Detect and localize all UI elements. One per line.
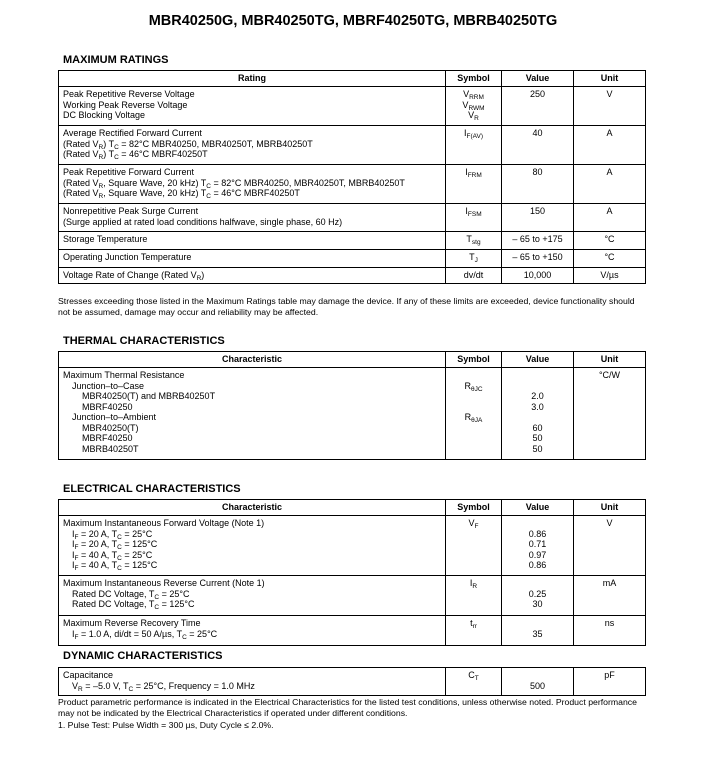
- subscript: C: [117, 554, 122, 562]
- symbol-text: V: [462, 99, 469, 110]
- condition-text: I: [72, 528, 75, 539]
- rating-text: Working Peak Reverse Voltage: [63, 99, 188, 110]
- header-unit: Unit: [574, 500, 646, 516]
- characteristic-cell: [59, 368, 446, 460]
- header-symbol: Symbol: [446, 71, 502, 87]
- subscript: F: [74, 533, 79, 541]
- condition-text: = 1.0 A, di/dt = 50 A/µs, T: [78, 628, 183, 639]
- condition-text: = 25°C: [186, 628, 218, 639]
- symbol-text: V: [468, 110, 475, 120]
- header-value: Value: [502, 71, 574, 87]
- unit-cell: pF: [574, 668, 646, 696]
- subscript: R: [98, 182, 104, 190]
- subscript: C: [206, 193, 211, 200]
- performance-note: Product parametric performance is indicated in the Electrical Characteristics for the listed test conditions, unless otherwise noted. Product performance may not be indicated by the Electrical Characteristics if operated under different conditions.: [58, 697, 637, 718]
- condition-text: = 40 A, T: [78, 560, 118, 570]
- table-row: [59, 250, 646, 268]
- max-ratings-heading: MAXIMUM RATINGS: [63, 54, 169, 66]
- condition-text: = 25°C: [121, 549, 153, 560]
- characteristic-text: Maximum Instantaneous Reverse Current (Note 1): [63, 578, 265, 588]
- electrical-heading: ELECTRICAL CHARACTERISTICS: [63, 483, 241, 495]
- rating-text: Voltage Rate of Change (Rated V: [63, 270, 197, 280]
- value-text: 50: [532, 443, 543, 454]
- symbol-subscript: R: [474, 115, 479, 122]
- value-cell: 250: [502, 87, 574, 126]
- table-header-row: [59, 352, 646, 368]
- characteristic-text: Junction–to–Ambient: [72, 412, 157, 422]
- condition-text: = 125°C: [121, 560, 158, 570]
- rating-cell: [59, 268, 446, 284]
- condition-text: = 125°C: [159, 599, 195, 609]
- symbol-text: C: [468, 670, 475, 680]
- subscript: C: [206, 182, 211, 190]
- characteristic-text: MBRB40250T: [82, 443, 139, 454]
- unit-cell: ns: [574, 616, 646, 646]
- symbol-subscript: F: [474, 523, 479, 530]
- condition-text: = 20 A, T: [78, 528, 118, 539]
- symbol-text: R: [464, 412, 472, 422]
- unit-cell: V/µs: [574, 268, 646, 284]
- symbol-subscript: T: [474, 675, 479, 682]
- value-text: 50: [532, 433, 543, 443]
- condition-text: I: [72, 549, 75, 560]
- subscript: C: [117, 544, 122, 551]
- symbol-cell: [446, 516, 502, 576]
- subscript: R: [98, 154, 104, 161]
- symbol-subscript: R: [472, 583, 478, 590]
- subscript: R: [98, 143, 104, 151]
- symbol-cell: [446, 204, 502, 232]
- characteristic-text: Junction–to–Case: [72, 380, 145, 391]
- rating-text: (Rated V: [63, 138, 99, 149]
- subscript: C: [117, 565, 122, 572]
- header-value: Value: [502, 500, 574, 516]
- rating-text: (Surge applied at rated load conditions halfwave, single phase, 60 Hz): [63, 216, 343, 227]
- symbol-text: R: [464, 380, 471, 391]
- rating-cell: [59, 232, 446, 250]
- rating-text: = 82°C MBR40250, MBR40250T, MBRB40250T: [118, 138, 313, 149]
- subscript: C: [182, 633, 187, 641]
- value-cell: – 65 to +175: [502, 232, 574, 250]
- header-symbol: Symbol: [446, 500, 502, 516]
- dynamic-table: [58, 667, 646, 696]
- table-row: [59, 616, 646, 646]
- characteristic-text: MBR40250(T) and MBRB40250T: [82, 391, 216, 401]
- condition-text: = 125°C: [121, 539, 158, 549]
- rating-text: = 46°C MBRF40250T: [118, 149, 208, 159]
- symbol-subscript: stg: [471, 239, 481, 246]
- symbol-subscript: J: [474, 257, 478, 264]
- table-row: [59, 87, 646, 126]
- condition-text: V: [72, 680, 79, 691]
- symbol-cell: [446, 165, 502, 204]
- value-cell: 40: [502, 126, 574, 165]
- rating-text: Operating Junction Temperature: [63, 252, 192, 262]
- table-row: [59, 668, 646, 696]
- header-characteristic: Characteristic: [59, 500, 446, 516]
- unit-cell: mA: [574, 576, 646, 616]
- characteristic-text: Maximum Reverse Recovery Time: [63, 618, 201, 628]
- unit-cell: °C: [574, 250, 646, 268]
- symbol-subscript: θJA: [471, 417, 483, 424]
- subscript: R: [98, 193, 104, 200]
- header-characteristic: Characteristic: [59, 352, 446, 368]
- value-cell: [502, 576, 574, 616]
- condition-text: = 25°C, Frequency = 1.0 MHz: [133, 680, 255, 691]
- unit-cell: A: [574, 204, 646, 232]
- unit-cell: V: [574, 516, 646, 576]
- condition-text: = 20 A, T: [78, 539, 118, 549]
- value-cell: [502, 368, 574, 460]
- rating-text: , Square Wave, 20 kHz) T: [103, 177, 207, 188]
- symbol-cell: [446, 368, 502, 460]
- unit-cell: °C/W: [574, 368, 646, 460]
- value-text: 0.71: [528, 539, 547, 549]
- table-row: [59, 516, 646, 576]
- electrical-table: [58, 499, 646, 646]
- rating-text: Peak Repetitive Forward Current: [63, 167, 195, 177]
- value-text: 0.86: [528, 528, 547, 539]
- dynamic-heading: DYNAMIC CHARACTERISTICS: [63, 650, 223, 662]
- table-row: [59, 576, 646, 616]
- rating-cell: [59, 165, 446, 204]
- symbol-text: T: [469, 252, 475, 262]
- value-text: 500: [529, 680, 546, 691]
- symbol-text: I: [469, 578, 473, 588]
- condition-text: I: [72, 560, 75, 570]
- subscript: F: [74, 565, 79, 572]
- characteristic-text: MBRF40250: [82, 433, 133, 443]
- rating-text: = 46°C MBRF40250T: [210, 188, 300, 198]
- symbol-subscript: FSM: [467, 211, 482, 218]
- document-title: MBR40250G, MBR40250TG, MBRF40250TG, MBRB40250TG: [148, 13, 558, 29]
- table-row: [59, 204, 646, 232]
- rating-text: (Rated V: [63, 177, 99, 188]
- rating-text: Peak Repetitive Reverse Voltage: [63, 89, 195, 99]
- symbol-subscript: F(AV): [466, 133, 483, 140]
- rating-cell: [59, 126, 446, 165]
- table-header-row: [59, 500, 646, 516]
- rating-text: , Square Wave, 20 kHz) T: [103, 188, 207, 198]
- value-cell: 150: [502, 204, 574, 232]
- symbol-cell: [446, 232, 502, 250]
- symbol-text: I: [465, 206, 468, 216]
- condition-text: I: [72, 539, 75, 549]
- symbol-text: I: [465, 167, 468, 177]
- condition-text: = 25°C: [121, 528, 153, 539]
- characteristic-cell: [59, 616, 446, 646]
- rating-text: = 82°C MBR40250, MBR40250T, MBRB40250T: [210, 177, 405, 188]
- subscript: F: [74, 544, 79, 551]
- value-cell: [502, 516, 574, 576]
- table-row: [59, 126, 646, 165]
- unit-cell: V: [574, 87, 646, 126]
- value-cell: 80: [502, 165, 574, 204]
- value-cell: [502, 668, 574, 696]
- characteristic-text: MBR40250(T): [82, 422, 139, 433]
- characteristic-cell: [59, 576, 446, 616]
- symbol-cell: [446, 87, 502, 126]
- rating-cell: [59, 204, 446, 232]
- table-row: [59, 268, 646, 284]
- value-text: 60: [532, 422, 543, 433]
- rating-cell: [59, 87, 446, 126]
- condition-text: = –5.0 V, T: [82, 680, 129, 691]
- symbol-subscript: rr: [472, 623, 477, 630]
- subscript: F: [74, 633, 79, 641]
- symbol-subscript: RRM: [469, 94, 484, 101]
- symbol-cell: [446, 668, 502, 696]
- subscript: C: [114, 154, 119, 161]
- condition-text: Rated DC Voltage, T: [72, 599, 155, 609]
- subscript: C: [154, 604, 160, 611]
- table-row: [59, 165, 646, 204]
- thermal-table: [58, 351, 646, 460]
- header-symbol: Symbol: [446, 352, 502, 368]
- condition-text: = 40 A, T: [78, 549, 118, 560]
- symbol-subscript: RWM: [468, 104, 485, 112]
- value-text: 2.0: [531, 391, 544, 401]
- rating-text: ) T: [103, 149, 115, 159]
- condition-text: = 25°C: [159, 588, 190, 599]
- symbol-cell: [446, 616, 502, 646]
- symbol-cell: [446, 250, 502, 268]
- header-value: Value: [502, 352, 574, 368]
- rating-text: (Rated V: [63, 149, 99, 159]
- value-cell: 10,000: [502, 268, 574, 284]
- rating-text: ) T: [103, 138, 115, 149]
- stress-note: Stresses exceeding those listed in the Maximum Ratings table may damage the device. If any of these limits are exceeded, device functionality should not be assumed, damage may occur and reliability may be affected.: [58, 296, 635, 317]
- symbol-text: V: [463, 89, 470, 99]
- rating-text: ): [201, 270, 205, 280]
- symbol-text: t: [470, 618, 473, 628]
- characteristic-text: Maximum Instantaneous Forward Voltage (Note 1): [63, 518, 265, 528]
- rating-text: Nonrepetitive Peak Surge Current: [63, 206, 199, 216]
- header-unit: Unit: [574, 71, 646, 87]
- value-text: 35: [532, 628, 543, 639]
- condition-text: Rated DC Voltage, T: [72, 588, 155, 599]
- rating-text: Average Rectified Forward Current: [63, 128, 202, 138]
- symbol-subscript: FRM: [467, 172, 482, 179]
- symbol-cell: [446, 126, 502, 165]
- value-cell: – 65 to +150: [502, 250, 574, 268]
- header-unit: Unit: [574, 352, 646, 368]
- table-header-row: [59, 71, 646, 87]
- symbol-cell: [446, 576, 502, 616]
- value-text: 0.25: [528, 588, 547, 599]
- subscript: C: [128, 685, 134, 693]
- symbol-text: T: [466, 234, 472, 244]
- table-row: [59, 232, 646, 250]
- rating-text: DC Blocking Voltage: [63, 110, 146, 120]
- unit-cell: A: [574, 165, 646, 204]
- unit-cell: °C: [574, 232, 646, 250]
- rating-cell: [59, 250, 446, 268]
- subscript: F: [74, 554, 79, 562]
- characteristic-text: Maximum Thermal Resistance: [63, 370, 185, 380]
- symbol-text: I: [463, 128, 467, 138]
- symbol-subscript: θJC: [470, 385, 483, 393]
- characteristic-text: MBRF40250: [82, 401, 133, 412]
- symbol-text: V: [468, 518, 475, 528]
- subscript: C: [154, 593, 160, 601]
- subscript: R: [196, 275, 202, 282]
- value-cell: [502, 616, 574, 646]
- unit-cell: A: [574, 126, 646, 165]
- value-text: 30: [532, 599, 543, 609]
- condition-text: I: [72, 628, 75, 639]
- subscript: C: [117, 533, 122, 541]
- subscript: C: [114, 143, 119, 151]
- characteristic-cell: [59, 668, 446, 696]
- subscript: R: [78, 685, 83, 693]
- footnote-1: 1. Pulse Test: Pulse Width = 300 µs, Duty Cycle ≤ 2.0%.: [58, 720, 274, 730]
- rating-text: Storage Temperature: [63, 234, 148, 244]
- value-text: 0.86: [528, 560, 547, 570]
- table-row: [59, 368, 646, 460]
- thermal-heading: THERMAL CHARACTERISTICS: [63, 335, 225, 347]
- symbol-cell: dv/dt: [446, 268, 502, 284]
- characteristic-cell: [59, 516, 446, 576]
- value-text: 3.0: [531, 401, 544, 412]
- max-ratings-table: [58, 70, 646, 284]
- characteristic-text: Capacitance: [63, 670, 114, 680]
- header-rating: Rating: [59, 71, 446, 87]
- value-text: 0.97: [528, 549, 547, 560]
- rating-text: (Rated V: [63, 188, 99, 198]
